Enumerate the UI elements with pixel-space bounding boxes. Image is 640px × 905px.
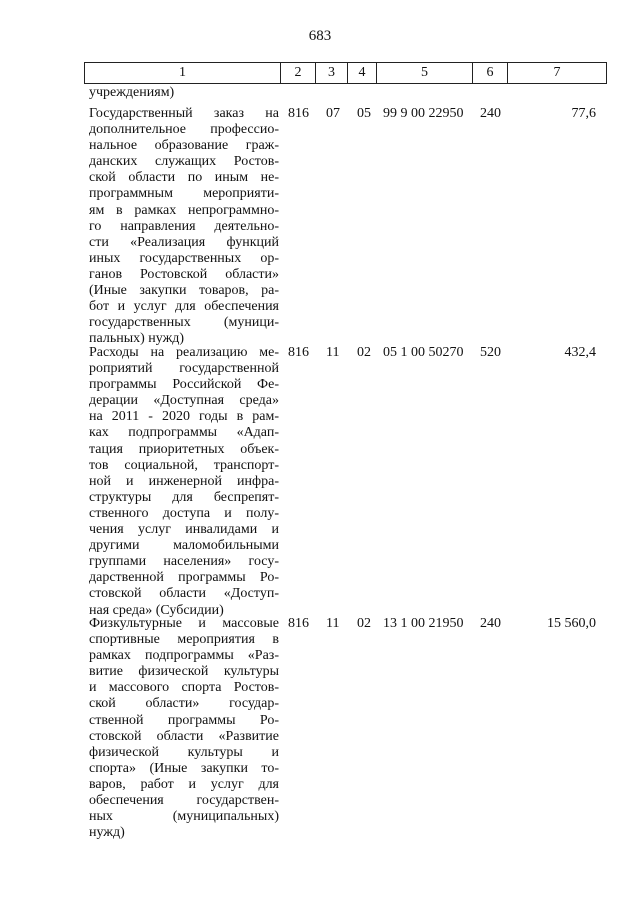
description-line: на 2011 - 2020 годы в рам-	[89, 409, 279, 425]
cell-col5: 99 9 00 22950	[383, 106, 464, 121]
description-line: варов, работ и услуг для	[89, 776, 279, 792]
description-line: го направления деятельно-	[89, 218, 279, 234]
description-line: нальное образование граж-	[89, 138, 279, 154]
description-line: пальных) нужд)	[89, 331, 185, 347]
cell-col6: 520	[480, 345, 501, 360]
description-line: роприятий государственной	[89, 361, 279, 377]
description-line: программным мероприяти-	[89, 186, 279, 202]
cell-col4: 05	[357, 106, 371, 121]
column-header-3: 3	[316, 63, 348, 84]
description-line: группами населения» госу-	[89, 554, 279, 570]
description-line: ской области» государ-	[89, 696, 279, 712]
cell-col3: 07	[326, 106, 340, 121]
cell-col5: 13 1 00 21950	[383, 616, 464, 631]
continuation-text: учреждениям)	[89, 85, 175, 100]
description-line: стовской области «Развитие	[89, 728, 279, 744]
column-header-1: 1	[85, 63, 281, 84]
description-line: сти «Реализация функций	[89, 234, 279, 250]
description-line: ках подпрограммы «Адап-	[89, 425, 279, 441]
cell-col3: 11	[326, 616, 340, 631]
cell-col4: 02	[357, 616, 371, 631]
cell-col4: 02	[357, 345, 371, 360]
description-line: иных государственных ор-	[89, 250, 279, 266]
column-header-row	[84, 62, 607, 84]
cell-col6: 240	[480, 106, 501, 121]
description-line: и массового спорта Ростов-	[89, 680, 279, 696]
description-line: программы Российской Фе-	[89, 377, 279, 393]
column-header-5: 5	[377, 63, 473, 84]
description-line: тация приоритетных объек-	[89, 441, 279, 457]
cell-col7: 15 560,0	[547, 616, 596, 631]
description-line: данских служащих Ростов-	[89, 154, 279, 170]
description-line: ная среда» (Субсидии)	[89, 602, 224, 618]
row-description	[89, 345, 279, 619]
description-line: рамках подпрограммы «Раз-	[89, 648, 279, 664]
description-line: ганов Ростовской области»	[89, 266, 279, 282]
description-line: структуры для беспрепят-	[89, 489, 279, 505]
column-header-4: 4	[348, 63, 377, 84]
cell-col3: 11	[326, 345, 340, 360]
description-line: ственного доступа и полу-	[89, 505, 279, 521]
cell-col7: 77,6	[571, 106, 596, 121]
cell-col2: 816	[288, 106, 309, 121]
description-line: стовской области «Доступ-	[89, 586, 279, 602]
description-line: чения услуг инвалидами и	[89, 522, 279, 538]
description-line: нужд)	[89, 825, 125, 841]
description-line: Физкультурные и массовые	[89, 616, 279, 631]
cell-col6: 240	[480, 616, 501, 631]
description-line: ной и инженерной инфра-	[89, 473, 279, 489]
description-line: Расходы на реализацию ме-	[89, 345, 279, 360]
column-header-6: 6	[473, 63, 508, 84]
row-description	[89, 616, 279, 841]
row-description	[89, 106, 279, 347]
description-line: спортивные мероприятия в	[89, 632, 279, 648]
description-line: тов социальной, транспорт-	[89, 457, 279, 473]
description-line: обеспечения государствен-	[89, 793, 279, 809]
cell-col5: 05 1 00 50270	[383, 345, 464, 360]
description-line: (Иные закупки товаров, ра-	[89, 283, 279, 299]
description-line: бот и услуг для обеспечения	[89, 299, 279, 315]
description-line: физической культуры и	[89, 744, 279, 760]
description-line: Государственный заказ на	[89, 106, 279, 121]
page-number: 683	[308, 28, 332, 44]
description-line: государственных (муници-	[89, 315, 279, 331]
description-line: витие физической культуры	[89, 664, 279, 680]
description-line: спорта» (Иные закупки то-	[89, 760, 279, 776]
description-line: ных (муниципальных)	[89, 809, 279, 825]
description-line: ственной программы Ро-	[89, 712, 279, 728]
cell-col7: 432,4	[564, 345, 596, 360]
description-line: дарственной программы Ро-	[89, 570, 279, 586]
description-line: ской области по иным не-	[89, 170, 279, 186]
cell-col2: 816	[288, 345, 309, 360]
description-line: дерации «Доступная среда»	[89, 393, 279, 409]
column-header-2: 2	[281, 63, 316, 84]
description-line: дополнительное профессио-	[89, 122, 279, 138]
description-line: другими маломобильными	[89, 538, 279, 554]
column-header-7: 7	[508, 63, 607, 84]
description-line: ям в рамках непрограммно-	[89, 202, 279, 218]
cell-col2: 816	[288, 616, 309, 631]
